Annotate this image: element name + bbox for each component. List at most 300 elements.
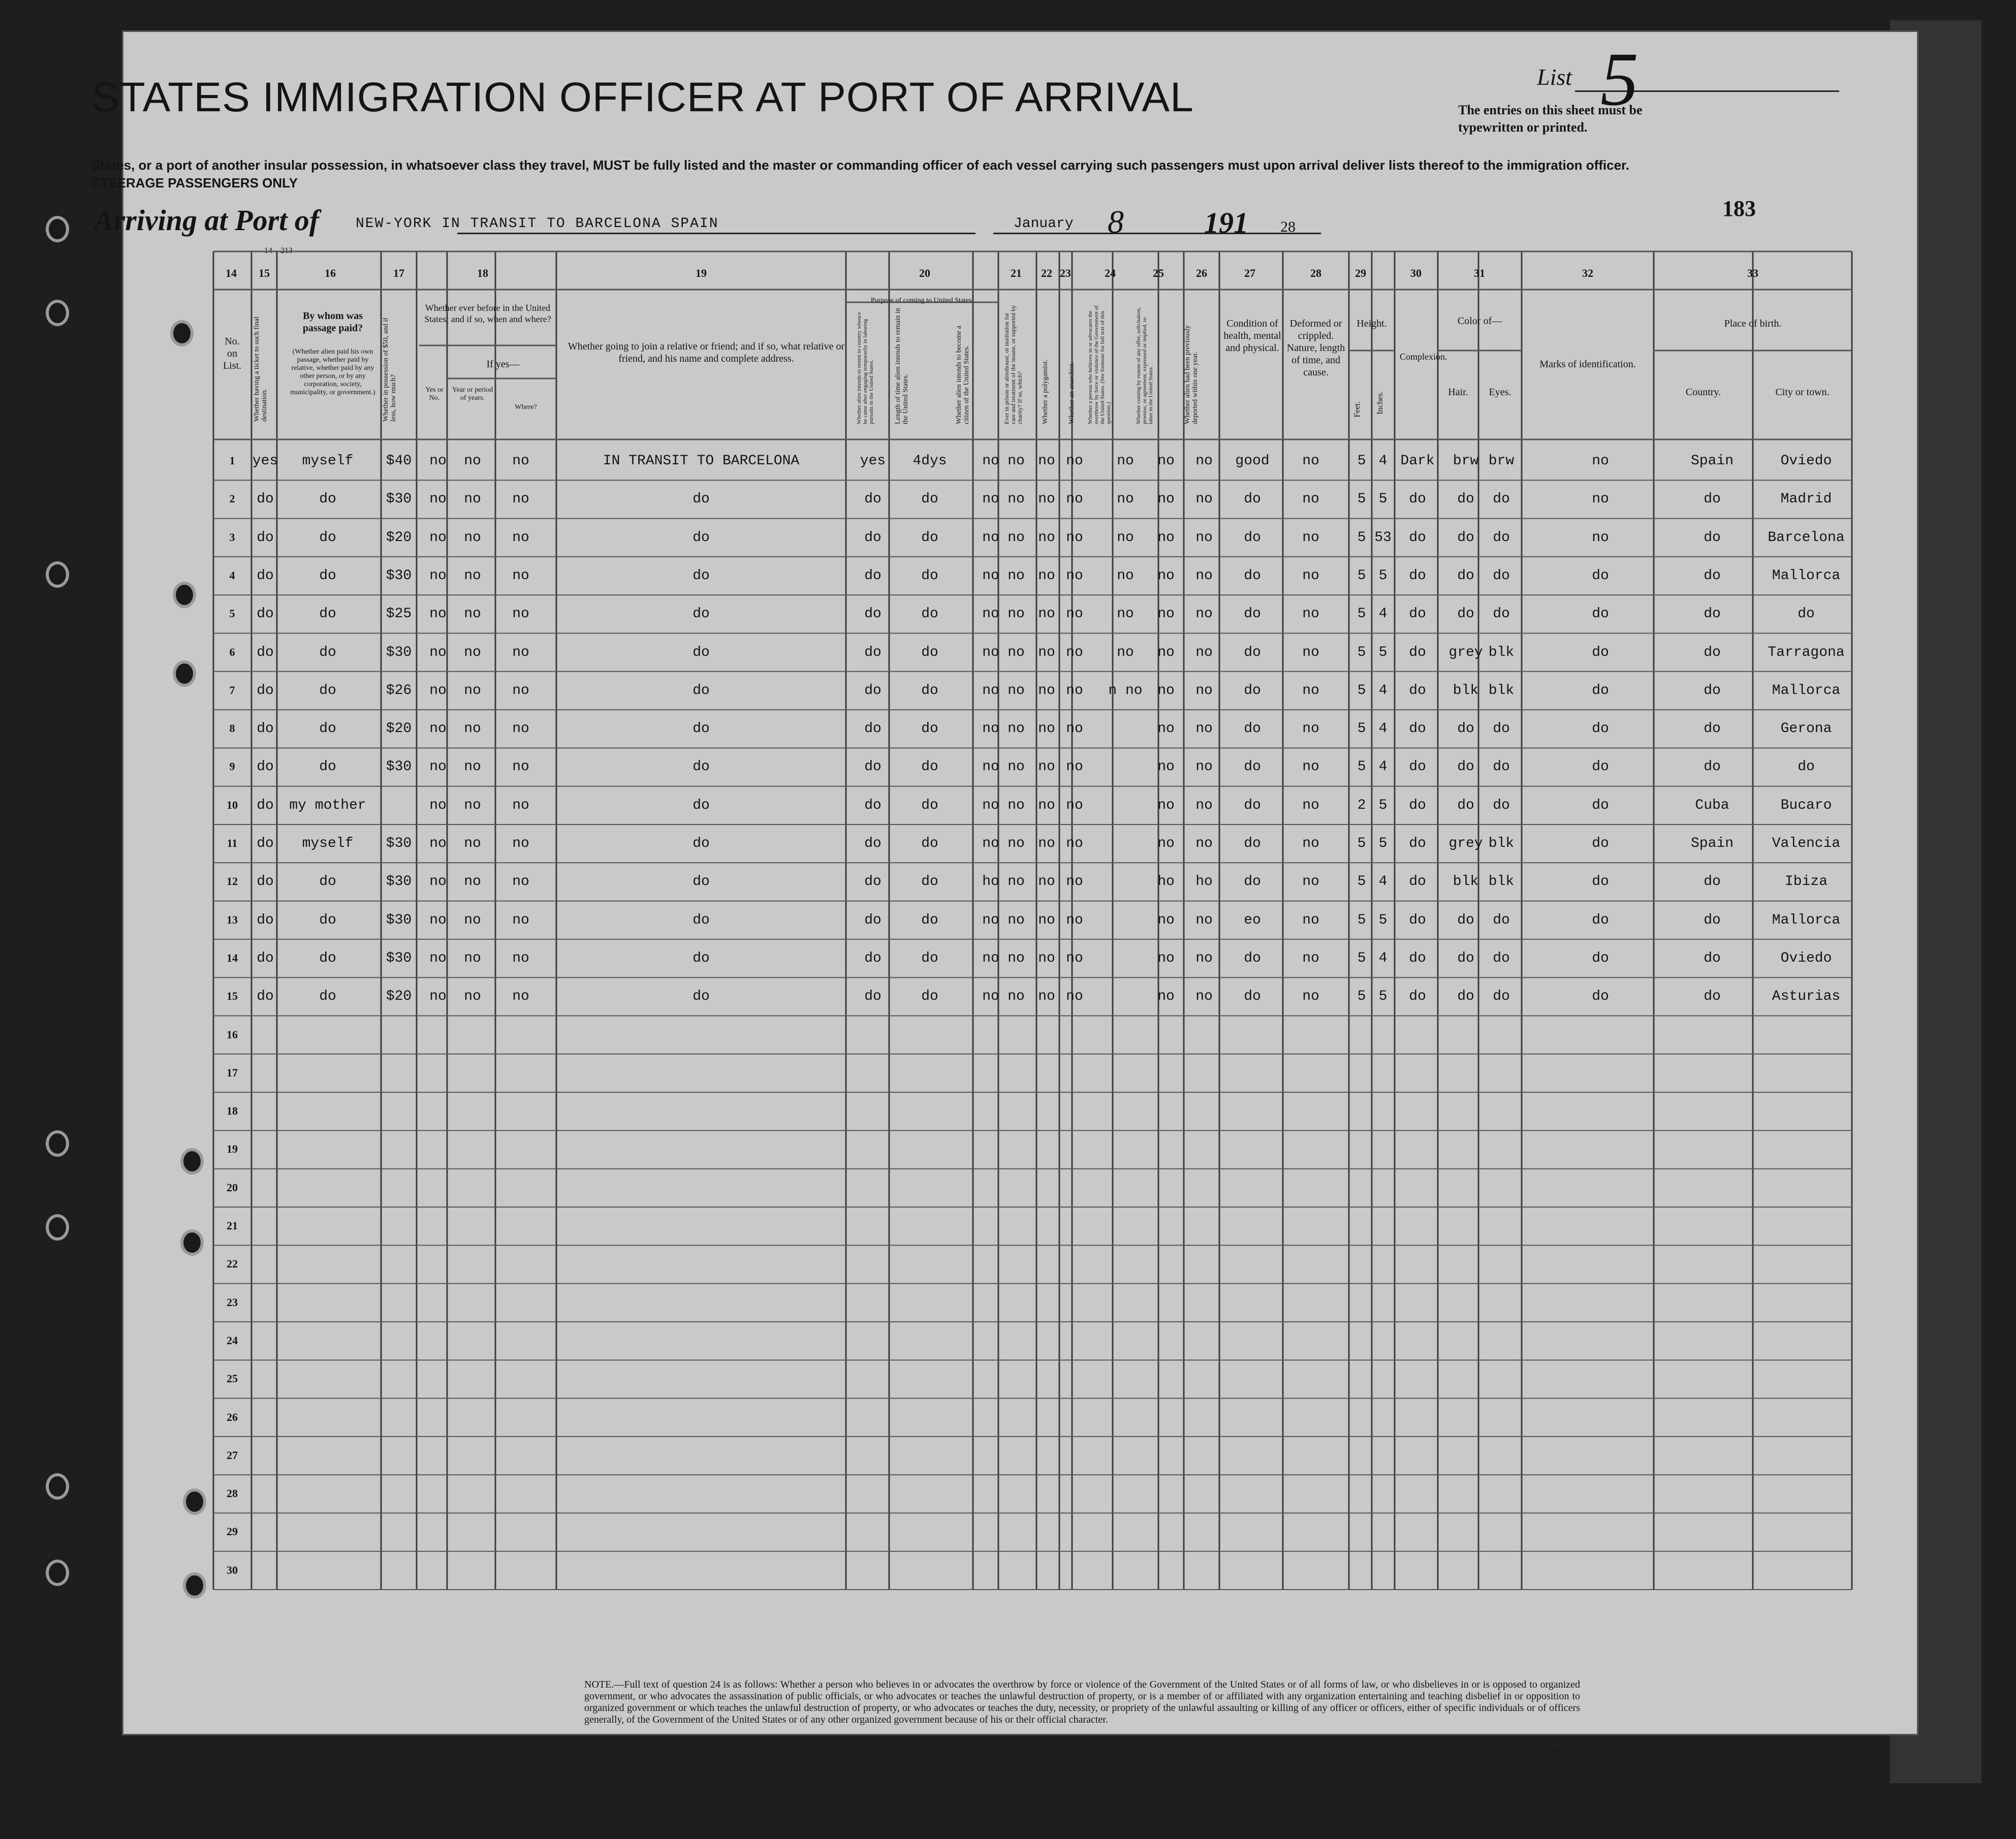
cell-country: do [1704,491,1721,508]
cell-where: no [512,644,529,660]
cell-citizen: no [982,989,999,1005]
binder-hole [180,1148,204,1175]
cell-join: do [692,912,710,928]
cell-citizen: no [982,950,999,966]
binder-hole [46,1214,69,1241]
cell-polyg: no [1038,491,1055,508]
cell-deported: no [1195,950,1213,966]
binder-hole [46,300,69,326]
cell-deported: no [1195,529,1213,546]
header-height: Height. [1357,318,1387,329]
cell-anarch: no [1066,491,1083,508]
cell-years: no [464,491,481,508]
cell-where: no [512,797,529,813]
cell-where: no [512,721,529,737]
cell-inches: 5 [1378,797,1388,813]
cell-years: no [464,989,481,1005]
cell-overthrow: no [1117,529,1134,546]
cell-ret: do [864,874,881,890]
cell-hair: grey [1448,644,1483,660]
cell-ticket: do [257,721,274,737]
cell-money: $30 [386,644,412,660]
cell-before: no [429,950,447,966]
header-eyes: Eyes. [1489,387,1511,398]
cell-ticket: do [257,874,274,890]
cell-citizen: no [982,606,999,622]
cell-before: no [429,682,447,699]
cell-deformed: no [1302,529,1319,546]
cell-city: Madrid [1780,491,1832,508]
cell-join: do [692,836,710,851]
cell-paid: do [319,491,336,508]
cell-hair: do [1457,567,1474,584]
cell-hair: blk [1453,874,1479,890]
date-underline [993,233,1321,234]
cell-anarch: no [1066,912,1083,928]
header-return-intent: Whether alien intends to return to country whence he came after engaging temporarily in laboring pursuits in the United States. [856,312,874,424]
cell-before: no [429,606,447,622]
cell-ret: do [864,644,881,660]
cell-eyes: do [1493,491,1510,508]
cell-citizen: no [982,567,999,584]
cell-offer: no [1157,721,1175,737]
cell-country: do [1704,682,1721,699]
row-number: 16 [227,1028,238,1041]
binder-hole [46,1473,69,1500]
cell-ret: do [864,950,881,966]
cell-country: do [1704,721,1721,737]
cell-offer: no [1157,797,1175,813]
cell-join: IN TRANSIT TO BARCELONA [603,453,800,469]
cell-health: do [1244,989,1261,1005]
cell-marks: do [1592,721,1609,737]
cell-anarch: no [1066,874,1083,890]
column-number: 26 [1196,267,1207,279]
cell-health: good [1235,453,1270,469]
cell-complexion: do [1409,797,1426,813]
cell-ticket: do [257,644,274,660]
cell-join: do [692,491,710,508]
cell-deformed: no [1302,682,1319,699]
cell-country: do [1704,989,1721,1005]
cell-inches: 4 [1378,682,1388,699]
header-hair: Hair. [1448,387,1468,398]
cell-country: do [1704,912,1721,928]
cell-marks: do [1592,567,1609,584]
cell-deformed: no [1302,836,1319,851]
cell-city: Gerona [1780,721,1832,737]
cell-complexion: do [1409,912,1426,928]
cell-health: do [1244,797,1261,813]
header-health: Condition of health, mental and physical. [1223,318,1281,354]
cell-join: do [692,950,710,966]
cell-city: Ibiza [1784,874,1828,890]
row-number: 9 [229,760,235,773]
cell-prison: no [1007,721,1025,737]
header-prison: Ever in prison or almshouse, or institution for care and treatment of the insane, or supported by charity? If so, which? [1003,305,1023,424]
cell-eyes: blk [1488,644,1515,660]
cell-country: do [1704,950,1721,966]
cell-eyes: do [1493,721,1510,737]
cell-feet: 5 [1357,874,1366,890]
cell-citizen: no [982,797,999,813]
list-label: List [1537,64,1572,90]
cell-length: do [921,836,938,851]
cell-deformed: no [1302,874,1319,890]
cell-prison: no [1007,453,1025,469]
cell-paid: do [319,874,336,890]
cell-prison: no [1007,759,1025,775]
binder-hole [173,660,196,687]
column-number: 19 [696,267,707,279]
cell-offer: no [1157,529,1175,546]
cell-citizen: no [982,491,999,508]
cell-before: no [429,989,447,1005]
header-passage-paid: By whom was passage paid? [302,310,363,334]
cell-feet: 5 [1357,759,1366,775]
header-purpose: Purpose of coming to United States. [870,297,974,304]
cell-money: $30 [386,759,412,775]
row-number: 19 [227,1143,238,1156]
cell-where: no [512,491,529,508]
cell-city: Mallorca [1772,912,1841,928]
cell-complexion: do [1409,950,1426,966]
row-number: 7 [229,683,235,696]
cell-city: Barcelona [1768,529,1845,546]
cell-anarch: no [1066,759,1083,775]
column-number: 32 [1582,267,1593,279]
cell-offer: no [1157,682,1175,699]
cell-hair: do [1457,950,1474,966]
cell-health: do [1244,950,1261,966]
cell-polyg: no [1038,529,1055,546]
cell-overthrow: no [1117,606,1134,622]
cell-anarch: no [1066,721,1083,737]
cell-before: no [429,529,447,546]
cell-marks: no [1592,529,1609,546]
cell-years: no [464,836,481,851]
header-polygamist: Whether a polygamist. [1042,359,1049,424]
cell-join: do [692,721,710,737]
cell-prison: no [1007,567,1025,584]
cell-inches: 4 [1378,759,1388,775]
row-number: 26 [227,1410,238,1423]
row-number: 11 [227,837,238,849]
cell-inches: 4 [1378,721,1388,737]
cell-ret: do [864,606,881,622]
cell-years: no [464,721,481,737]
cell-complexion: do [1409,759,1426,775]
cell-complexion: do [1409,491,1426,508]
cell-feet: 5 [1357,644,1366,660]
cell-marks: do [1592,606,1609,622]
binder-hole [183,1488,206,1515]
header-citizen-intent: Whether alien intends to become a citizen of the United States. [955,326,970,424]
header-feet: Feet. [1353,401,1362,418]
cell-hair: do [1457,529,1474,546]
row-number: 23 [227,1295,238,1309]
cell-join: do [692,759,710,775]
cell-length: do [921,989,938,1005]
cell-city: Asturias [1772,989,1841,1005]
cell-marks: do [1592,989,1609,1005]
header-join-relative: Whether going to join a relative or friend; and if so, what relative or friend, and his name and complete address. [568,341,845,364]
cell-country: Cuba [1695,797,1729,813]
cell-eyes: blk [1488,874,1515,890]
header-length-of-stay: Length of time alien intends to remain in the United States. [894,308,909,424]
cell-money: $30 [386,491,412,508]
cell-paid: do [319,989,336,1005]
cell-length: do [921,912,938,928]
cell-ret: yes [860,453,886,469]
cell-deported: no [1195,606,1213,622]
header-place-of-birth: Place of birth. [1724,318,1782,329]
cell-money: $30 [386,950,412,966]
cell-hair: do [1457,912,1474,928]
cell-feet: 5 [1357,682,1366,699]
header-marks: Marks of identification. [1539,359,1636,370]
cell-prison: no [1007,797,1025,813]
cell-length: do [921,606,938,622]
cell-ticket: do [257,950,274,966]
binder-hole [46,1130,69,1157]
cell-deformed: no [1302,491,1319,508]
port-underline [457,233,975,234]
cell-country: do [1704,644,1721,660]
cell-before: no [429,759,447,775]
cell-offer: no [1157,759,1175,775]
cell-deported: no [1195,989,1213,1005]
day-value: 8 [1108,204,1124,240]
cell-eyes: do [1493,529,1510,546]
cell-paid: do [319,721,336,737]
cell-deformed: no [1302,644,1319,660]
cell-country: Spain [1690,453,1734,469]
cell-before: no [429,874,447,890]
cell-where: no [512,682,529,699]
header-color: Color of— [1457,315,1502,327]
cell-where: no [512,950,529,966]
column-number: 20 [919,267,930,279]
cell-ret: do [864,491,881,508]
header-passage-paid-sub: (Whether alien paid his own passage, whether paid by relative, whether paid by any other person, or by any corporation, society, municipality, or government.) [290,348,375,396]
cell-deformed: no [1302,950,1319,966]
cell-deformed: no [1302,797,1319,813]
cell-deformed: no [1302,759,1319,775]
cell-anarch: no [1066,989,1083,1005]
cell-offer: no [1157,989,1175,1005]
cell-hair: grey [1448,836,1483,851]
column-number: 15 [259,267,270,279]
cell-eyes: brw [1488,453,1515,469]
cell-length: do [921,721,938,737]
cell-length: do [921,644,938,660]
column-number: 25 [1153,267,1164,279]
cell-eyes: blk [1488,682,1515,699]
header-complexion: Complexion. [1400,352,1447,362]
row-number: 10 [227,798,238,811]
row-number: 8 [229,722,235,735]
cell-money: $20 [386,721,412,737]
cell-years: no [464,950,481,966]
column-number: 14 [226,267,237,279]
cell-eyes: do [1493,950,1510,966]
cell-city: Oviedo [1780,453,1832,469]
cell-ticket: do [257,797,274,813]
cell-overthrow: n no [1108,682,1143,699]
cell-ret: do [864,759,881,775]
cell-deformed: no [1302,912,1319,928]
header-where: Where? [515,403,537,411]
cell-inches: 5 [1378,491,1388,508]
cell-marks: do [1592,836,1609,851]
column-number: 24 [1105,267,1116,279]
cell-eyes: blk [1488,836,1515,851]
cell-country: do [1704,759,1721,775]
cell-length: do [921,682,938,699]
column-number: 23 [1060,267,1071,279]
cell-anarch: no [1066,606,1083,622]
cell-length: 4dys [912,453,947,469]
cell-complexion: do [1409,874,1426,890]
cell-polyg: no [1038,912,1055,928]
cell-ret: do [864,567,881,584]
cell-join: do [692,874,710,890]
cell-money: $20 [386,989,412,1005]
cell-hair: do [1457,491,1474,508]
cell-polyg: no [1038,989,1055,1005]
cell-polyg: no [1038,606,1055,622]
cell-join: do [692,989,710,1005]
cell-feet: 5 [1357,836,1366,851]
cell-hair: blk [1453,682,1479,699]
cell-inches: 5 [1378,989,1388,1005]
cell-join: do [692,606,710,622]
cell-deported: no [1195,644,1213,660]
cell-length: do [921,874,938,890]
cell-inches: 4 [1378,874,1388,890]
header-ticket: Whether having a ticket to such final destination. [253,316,268,422]
cell-city: do [1798,606,1815,622]
cell-ticket: do [257,491,274,508]
cell-deformed: no [1302,453,1319,469]
cell-before: no [429,721,447,737]
cell-paid: do [319,912,336,928]
cell-feet: 5 [1357,491,1366,508]
cell-citizen: no [982,529,999,546]
cell-deported: no [1195,721,1213,737]
cell-prison: no [1007,606,1025,622]
cell-deported: no [1195,759,1213,775]
cell-paid: myself [302,453,354,469]
year-prefix: 191 [1204,206,1248,239]
cell-health: do [1244,491,1261,508]
cell-marks: do [1592,912,1609,928]
header-money: Whether in possession of $50, and if less, how much? [382,318,397,422]
cell-paid: do [319,644,336,660]
row-number: 13 [227,913,238,926]
cell-polyg: no [1038,874,1055,890]
column-number: 31 [1474,267,1485,279]
cell-years: no [464,912,481,928]
cell-paid: my mother [289,797,366,813]
cell-deported: no [1195,567,1213,584]
cell-health: do [1244,606,1261,622]
cell-feet: 5 [1357,721,1366,737]
cell-money: $25 [386,606,412,622]
cell-where: no [512,989,529,1005]
cell-health: do [1244,759,1261,775]
cell-prison: no [1007,682,1025,699]
cell-before: no [429,912,447,928]
cell-offer: no [1157,912,1175,928]
cell-paid: myself [302,836,354,851]
cell-complexion: do [1409,836,1426,851]
cell-overthrow: no [1117,644,1134,660]
cell-money: $30 [386,912,412,928]
cell-hair: brw [1453,453,1479,469]
header-years: Year or period of years. [452,386,493,402]
cell-where: no [512,529,529,546]
month-value: January [1014,216,1074,232]
cell-polyg: no [1038,797,1055,813]
header-city: City or town. [1775,387,1830,398]
cell-offer: no [1157,453,1175,469]
column-number: 30 [1410,267,1422,279]
row-number: 24 [227,1334,238,1347]
cell-deformed: no [1302,606,1319,622]
cell-offer: no [1157,606,1175,622]
header-inches: Inches. [1376,391,1384,415]
cell-before: no [429,491,447,508]
cell-citizen: no [982,721,999,737]
cell-paid: do [319,606,336,622]
cell-eyes: do [1493,912,1510,928]
cell-deported: no [1195,682,1213,699]
cell-deported: no [1195,797,1213,813]
cell-prison: no [1007,491,1025,508]
cell-eyes: do [1493,989,1510,1005]
binder-hole [183,1572,206,1599]
column-number: 21 [1011,267,1022,279]
cell-marks: do [1592,797,1609,813]
header-before-in-us: Whether ever before in the United States; and if so, when and where? [424,303,551,324]
cell-health: do [1244,721,1261,737]
cell-marks: do [1592,682,1609,699]
cell-health: do [1244,529,1261,546]
cell-city: do [1798,759,1815,775]
cell-health: do [1244,836,1261,851]
cell-deported: no [1195,912,1213,928]
cell-join: do [692,644,710,660]
binder-hole [46,1560,69,1586]
cell-length: do [921,797,938,813]
cell-where: no [512,567,529,584]
cell-paid: do [319,682,336,699]
cell-length: do [921,759,938,775]
cell-deformed: no [1302,989,1319,1005]
cell-hair: do [1457,606,1474,622]
binder-hole [180,1229,204,1256]
cell-before: no [429,797,447,813]
cell-where: no [512,453,529,469]
cell-complexion: do [1409,682,1426,699]
row-number: 21 [227,1219,238,1232]
cell-prison: no [1007,989,1025,1005]
cell-health: do [1244,567,1261,584]
header-anarchist: Whether an anarchist. [1068,362,1076,424]
cell-ticket: do [257,682,274,699]
